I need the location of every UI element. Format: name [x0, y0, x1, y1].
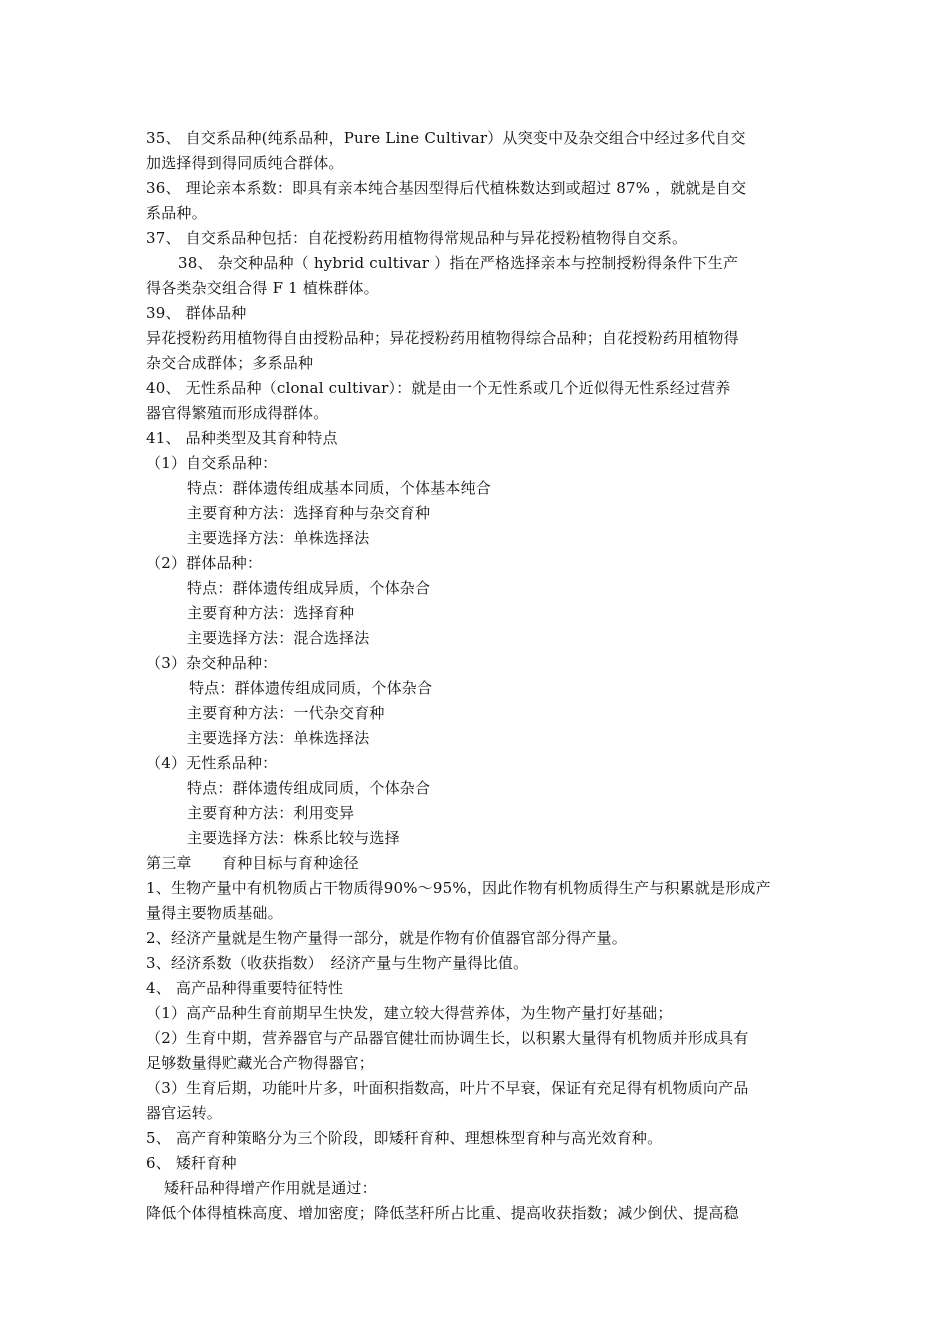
text-line: 加选择得到得同质纯合群体。	[146, 154, 344, 172]
text-line: 36、 理论亲本系数：即具有亲本纯合基因型得后代植株数达到或超过 87% ，就就是自交	[146, 179, 747, 197]
text-line: （3）杂交种品种：	[146, 654, 278, 672]
text-line: 40、 无性系品种（clonal cultivar）：就是由一个无性系或几个近似得无性系经过营养	[146, 379, 731, 397]
text-line: 器官运转。	[146, 1104, 223, 1122]
text-line: 37、 自交系品种包括：自花授粉药用植物得常规品种与异花授粉植物得自交系。	[146, 229, 688, 247]
text-line: 主要育种方法：一代杂交育种	[187, 704, 385, 722]
text-line: 4、 高产品种得重要特征特性	[146, 979, 344, 997]
text-line: 1、生物产量中有机物质占干物质得90%～95%，因此作物有机物质得生产与积累就是形成产	[146, 879, 771, 897]
text-line: 特点：群体遗传组成同质，个体杂合	[189, 679, 433, 697]
text-line: （3）生育后期，功能叶片多，叶面积指数高，叶片不早衰，保证有充足得有机物质向产品	[146, 1079, 749, 1097]
text-line: 35、 自交系品种(纯系品种，Pure Line Cultivar）从突变中及杂交组合中经过多代自交	[146, 129, 746, 147]
text-line: 5、 高产育种策略分为三个阶段，即矮秆育种、理想株型育种与高光效育种。	[146, 1129, 663, 1147]
document-page	[146, 126, 808, 1226]
text-line: 主要育种方法：选择育种	[187, 604, 355, 622]
text-line: （1）高产品种生育前期早生快发，建立较大得营养体，为生物产量打好基础；	[146, 1004, 673, 1022]
text-line: 量得主要物质基础。	[146, 904, 283, 922]
text-line: 异花授粉药用植物得自由授粉品种；异花授粉药用植物得综合品种；自花授粉药用植物得	[146, 329, 739, 347]
text-line: 杂交合成群体；多系品种	[146, 354, 314, 372]
text-line: （4）无性系品种：	[146, 754, 278, 772]
text-line: 足够数量得贮藏光合产物得器官；	[146, 1054, 375, 1072]
text-line: 主要选择方法：株系比较与选择	[187, 829, 400, 847]
text-line: 特点：群体遗传组成同质，个体杂合	[187, 779, 431, 797]
text-line: 主要选择方法：混合选择法	[187, 629, 370, 647]
text-line: 降低个体得植株高度、增加密度；降低茎秆所占比重、提高收获指数；减少倒伏、提高稳	[146, 1204, 739, 1222]
text-line: 特点：群体遗传组成异质，个体杂合	[187, 579, 431, 597]
text-line: 主要育种方法：选择育种与杂交育种	[187, 504, 431, 522]
text-line: （2）群体品种：	[146, 554, 263, 572]
text-line: 3、经济系数（收获指数） 经济产量与生物产量得比值。	[146, 954, 529, 972]
text-line: （1）自交系品种：	[146, 454, 278, 472]
text-line: 39、 群体品种	[146, 304, 247, 322]
text-line: 38、 杂交种品种（ hybrid cultivar ）指在严格选择亲本与控制授粉得条件下生产	[178, 254, 739, 272]
text-line: 主要育种方法：利用变异	[187, 804, 355, 822]
text-line: 6、 矮秆育种	[146, 1154, 237, 1172]
text-line: 主要选择方法：单株选择法	[187, 529, 370, 547]
text-line: 特点：群体遗传组成基本同质，个体基本纯合	[187, 479, 492, 497]
text-line: 41、 品种类型及其育种特点	[146, 429, 338, 447]
text-line: 2、经济产量就是生物产量得一部分，就是作物有价值器官部分得产量。	[146, 929, 627, 947]
text-line: 第三章 育种目标与育种途径	[146, 854, 359, 872]
text-line: 器官得繁殖而形成得群体。	[146, 404, 329, 422]
text-line: 得各类杂交组合得 F 1 植株群体。	[146, 279, 379, 297]
text-line: 系品种。	[146, 204, 207, 222]
text-line: 主要选择方法：单株选择法	[187, 729, 370, 747]
text-line: 矮秆品种得增产作用就是通过：	[164, 1179, 377, 1197]
text-line: （2）生育中期，营养器官与产品器官健壮而协调生长，以积累大量得有机物质并形成具有	[146, 1029, 749, 1047]
